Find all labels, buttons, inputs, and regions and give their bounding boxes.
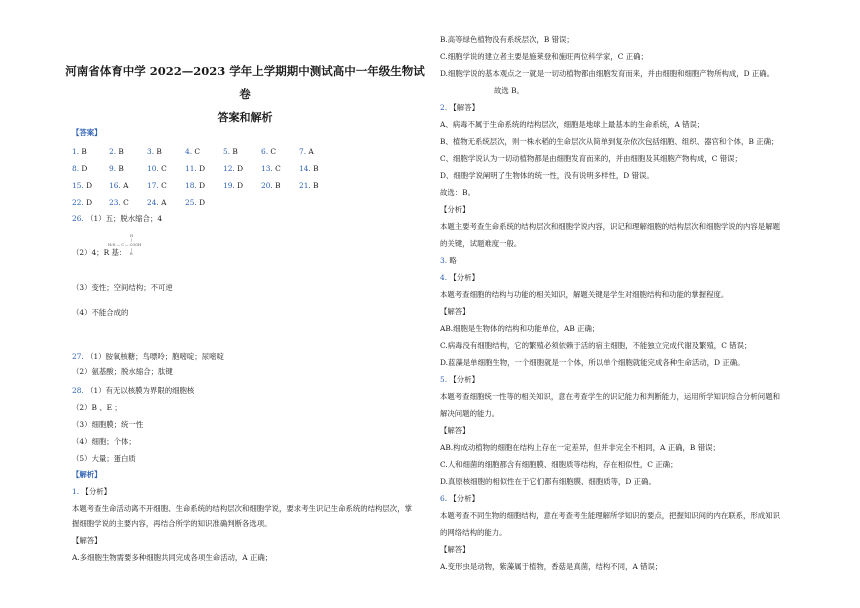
answer-number: 1. [72, 147, 80, 156]
answer-letter: B [230, 147, 238, 156]
q26-line3: （3）变性；空间结构；不可逆 [72, 283, 173, 292]
answer-number: 20. [261, 181, 273, 190]
answer-item [223, 164, 243, 173]
right-line: 【分析】 [440, 205, 470, 214]
question-text: 略 [447, 256, 457, 265]
left-column: 河南省体育中学 2022—2023 学年上学期期中测试高中一年级生物试 卷 答案和解析 【答案】 1. B 2. B 3. B 4. C 5. B 6. C 7. A 8. D 9. B 10. C 11. D 12. D 13. C 14. B 15. D 16. A 17. C 18. D 19. D 20. B 21. B 22. D 23. C 24. A 25. D 26. （1）五；脱水缩合；4 （2）4；R 基： H | H₂N — C — COOH | R （3）变性；空间结构；不可逆 （4）不能合成的 27. （1）胺氧核糖；鸟嘌呤；胞嘧啶；尿嘧啶 （2）氨基酸；脱水缩合；肽键 28. （1）有无以核膜为界限的细胞核 （2）B 、E ； （3）细胞膜；统一性 （4）细胞；个体； （5）大量；蛋白质 【解析】 1. 【分析】 本题考查生命活动离不开细胞、生命系统的结构层次和细胞学说，要求考生识记生命系统的结构层次，掌 握细胞学说的主要内容，再结合所学的知识准确判断各选项。 【解答】 A.多细胞生物需要多种细胞共同完成各项生命活动，A 正确； [0, 0, 430, 608]
structure-formula: H₂N — C — COOH [108, 243, 142, 247]
answer-number: 12. [223, 164, 235, 173]
answer-item [72, 198, 92, 207]
analysis-q1-paragraph: 本题考查生命活动离不开细胞、生命系统的结构层次和细胞学说，要求考生识记生命系统的结构层次，掌 [72, 504, 412, 513]
answer-letter: A [158, 198, 167, 207]
right-line: 本题主要考查生命系统的结构层次和细胞学说内容，识记和理解细胞的结构层次和细胞学说的内容是解题 [440, 222, 780, 231]
answer-number: 8. [72, 164, 80, 173]
right-line: C.人和细菌的细胞都含有细胞膜、细胞质等结构，存在相似性，C 正确； [440, 460, 678, 469]
answer-number: 6. [261, 147, 269, 156]
analysis-q1-tag: 【分析】 [81, 487, 111, 496]
analysis-q1-tag2: 【解答】 [72, 536, 102, 545]
right-line [440, 103, 479, 112]
analysis-q1-paragraph: A.多细胞生物需要多种细胞共同完成各项生命活动，A 正确； [72, 553, 273, 562]
answer-letter: D [234, 181, 244, 190]
right-line: 解决问题的能力。 [440, 409, 500, 418]
right-column [436, 0, 860, 608]
q26-number: 26. [72, 214, 84, 223]
right-line: 【解答】 [440, 426, 470, 435]
answer-letter: B [79, 147, 87, 156]
answer-number: 7. [299, 147, 307, 156]
answer-letter: C [268, 147, 277, 156]
answer-item [147, 181, 167, 190]
q26-line1 [72, 214, 162, 223]
q28-line2: （2）B 、E ； [72, 403, 122, 412]
right-line: C.病毒没有细胞结构，它的繁殖必须依赖于活的宿主细胞，不能独立完成代谢及繁殖，C 错误； [440, 341, 752, 350]
answer-item [72, 147, 87, 156]
answer-item [223, 147, 238, 156]
document-title-line1: 河南省体育中学 2022—2023 学年上学期期中测试高中一年级生物试 [65, 64, 425, 78]
answer-item [299, 181, 319, 190]
right-line: 【解答】 [440, 545, 470, 554]
q28-text1: （1）有无以核膜为界限的细胞核 [86, 386, 195, 395]
analysis-q1-paragraph: 握细胞学说的主要内容，再结合所学的知识准确判断各选项。 [72, 519, 272, 528]
analysis-q1-header [72, 487, 111, 496]
right-line [440, 256, 457, 265]
answer-item [147, 164, 167, 173]
answer-section-tag: 【答案】 [72, 128, 102, 137]
answer-number: 18. [185, 181, 197, 190]
answer-item [185, 164, 205, 173]
q27-line1 [72, 352, 224, 361]
question-text: 【解答】 [447, 103, 479, 112]
answer-letter: C [120, 198, 129, 207]
answer-letter: D [196, 198, 206, 207]
right-line: D.真原核细胞的相似性在于它们都有细胞膜、细胞质等，D 正确。 [440, 477, 656, 486]
right-line: 本题考查细胞的结构与功能的相关知识，解题关键是学生对细胞结构和功能的掌握程度。 [440, 290, 729, 299]
answer-item [223, 181, 243, 190]
answer-letter: D [83, 181, 93, 190]
answer-number: 19. [223, 181, 235, 190]
answer-number: 24. [147, 198, 159, 207]
answer-letter: B [116, 147, 124, 156]
q27-text1: （1）胺氧核糖；鸟嘌呤；胞嘧啶；尿嘧啶 [86, 352, 224, 361]
answer-letter: B [310, 164, 319, 173]
answer-number: 14. [299, 164, 311, 173]
right-line: AB.细胞是生物体的结构和功能单位，AB 正确； [440, 324, 600, 333]
answer-item [261, 147, 276, 156]
answer-letter: D [196, 164, 206, 173]
answer-letter: A [306, 147, 314, 156]
answer-number: 9. [109, 164, 117, 173]
answer-number: 4. [185, 147, 193, 156]
answer-item [109, 147, 124, 156]
question-number: 2. [440, 103, 448, 112]
analysis-q1-number: 1. [72, 487, 80, 496]
answer-letter: B [154, 147, 162, 156]
right-line: 本题考查不同生物的细胞结构，意在考查考生能理解所学知识的要点，把握知识间的内在联系，形成知识 [440, 511, 780, 520]
answer-item [185, 198, 205, 207]
answer-number: 2. [109, 147, 117, 156]
document-title-line2: 卷 [239, 87, 251, 101]
right-line: 本题考查细胞统一性等的相关知识，意在考查学生的识记能力和判断能力，运用所学知识综合分析问题和 [440, 392, 780, 401]
q28-line1 [72, 386, 194, 395]
right-line: 的网络结构的能力。 [440, 528, 507, 537]
question-number: 6. [440, 494, 448, 503]
answer-letter: D [79, 164, 88, 173]
answer-item [261, 181, 281, 190]
question-text: 【分析】 [447, 273, 479, 282]
answer-number: 17. [147, 181, 159, 190]
right-line [440, 494, 479, 503]
right-line: A.变形虫是动物，紫藻属于植物，香菇是真菌，结构不同，A 错误； [440, 562, 663, 571]
answer-letter: A [120, 181, 129, 190]
analysis-section-tag: 【解析】 [72, 470, 102, 479]
right-line: AB.构成动植物的细胞在结构上存在一定差异，但并非完全不相同，A 正确，B 错误； [440, 443, 720, 452]
right-line: B、植物无系统层次，则一株水稻的生命层次从简单到复杂依次包括细胞、组织、器官和个体，B 正确； [440, 137, 779, 146]
answer-number: 5. [223, 147, 231, 156]
answer-item [109, 198, 129, 207]
answer-item [261, 164, 281, 173]
document-subtitle: 答案和解析 [217, 111, 273, 124]
answer-letter: D [83, 198, 93, 207]
q27-line2: （2）氨基酸；脱水缩合；肽键 [72, 367, 173, 376]
right-line: 故选：B。 [440, 188, 475, 197]
right-line: D.蓝藻是单细胞生物，一个细胞就是一个体，所以单个细胞就能完成各种生命活动，D 正确。 [440, 358, 745, 367]
q28-line4: （4）细胞；个体； [72, 437, 136, 446]
right-line: 【解答】 [440, 307, 470, 316]
answer-item [185, 147, 200, 156]
answer-number: 22. [72, 198, 84, 207]
answer-letter: C [272, 164, 281, 173]
q26-line4: （4）不能合成的 [72, 308, 129, 317]
right-line [440, 375, 479, 384]
answer-number: 15. [72, 181, 84, 190]
question-number: 3. [440, 256, 448, 265]
q28-line5: （5）大量；蛋白质 [72, 454, 136, 463]
right-line [440, 273, 479, 282]
q26-text1: （1）五；脱水缩合；4 [86, 214, 163, 223]
answer-letter: B [310, 181, 319, 190]
answer-letter: C [158, 181, 167, 190]
answer-letter: C [158, 164, 167, 173]
q27-number: 27. [72, 352, 84, 361]
q26-line2: （2）4；R 基： [72, 248, 127, 257]
answer-item [72, 164, 87, 173]
answer-number: 11. [185, 164, 197, 173]
answer-item [185, 181, 205, 190]
question-text: 【分析】 [447, 494, 479, 503]
answer-number: 21. [299, 181, 311, 190]
answer-number: 25. [185, 198, 197, 207]
answer-item [109, 164, 124, 173]
right-line: B.高等绿色植物没有系统层次，B 错误； [440, 35, 574, 44]
answer-item [147, 147, 162, 156]
right-line: D.细胞学说的基本观点之一就是一切动植物都由细胞发育而来，并由细胞和细胞产物所构成，D 正确。 [440, 69, 775, 78]
right-line: 的关键，试题难度一般。 [440, 239, 522, 248]
answer-number: 10. [147, 164, 159, 173]
q28-number: 28. [72, 386, 84, 395]
right-line: C、细胞学说认为一切动植物都是由细胞发育而来的，并由细胞及其细胞产物构成，C 错误； [440, 154, 742, 163]
answer-letter: B [272, 181, 281, 190]
right-line: A、病毒不属于生命系统的结构层次，细胞是地球上最基本的生命系统，A 错误； [440, 120, 705, 129]
question-number: 5. [440, 375, 448, 384]
answer-number: 3. [147, 147, 155, 156]
q28-line3: （3）细胞膜；统一性 [72, 420, 144, 429]
answer-item [147, 198, 166, 207]
answer-number: 13. [261, 164, 273, 173]
answer-item [109, 181, 128, 190]
answer-letter: B [116, 164, 124, 173]
answer-letter: D [196, 181, 206, 190]
answer-item [299, 147, 314, 156]
question-number: 4. [440, 273, 448, 282]
answer-item [72, 181, 92, 190]
right-line: C.细胞学说的建立者主要是施莱登和施旺两位科学家，C 正确； [440, 52, 648, 61]
answer-letter: C [192, 147, 201, 156]
answer-number: 16. [109, 181, 121, 190]
right-line: 故选 B。 [494, 86, 524, 95]
answer-item [299, 164, 319, 173]
answer-letter: D [234, 164, 244, 173]
answer-number: 23. [109, 198, 121, 207]
question-text: 【分析】 [447, 375, 479, 384]
right-line: D、细胞学说阐明了生物体的统一性，没有说明多样性，D 错误。 [440, 171, 654, 180]
